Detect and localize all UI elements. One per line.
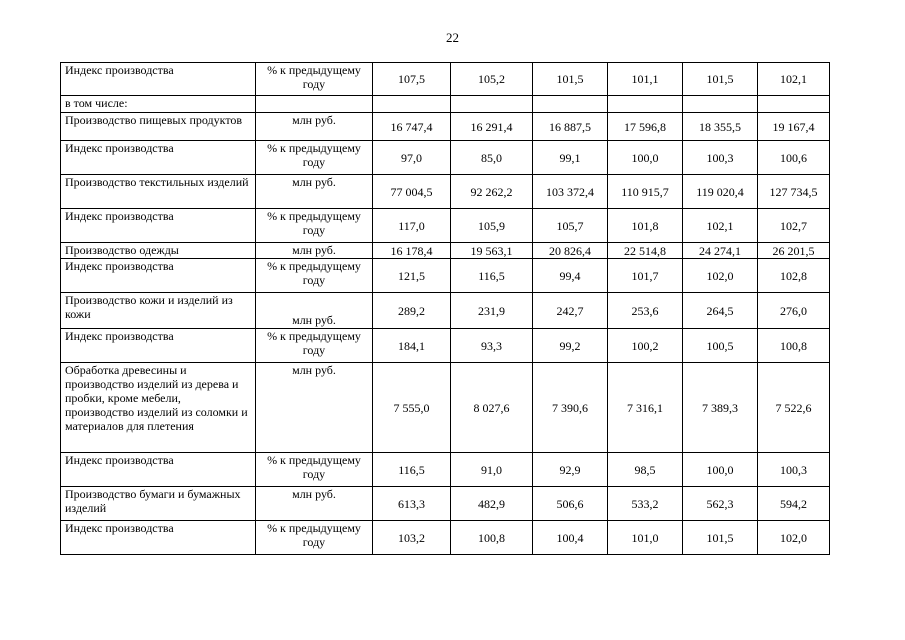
value-cell: 8 027,6 <box>451 363 533 453</box>
table-body <box>61 63 830 555</box>
value-cell: 7 522,6 <box>758 363 830 453</box>
row-indicator-name: Производство бумаги и бумажных изделий <box>61 487 256 521</box>
value-cell: 100,3 <box>758 453 830 487</box>
value-cell: 101,8 <box>608 209 683 243</box>
table-row <box>61 243 830 259</box>
table-row <box>61 293 830 329</box>
value-cell: 24 274,1 <box>683 243 758 259</box>
table-row <box>61 209 830 243</box>
value-cell: 103 372,4 <box>533 175 608 209</box>
value-cell: 98,5 <box>608 453 683 487</box>
row-unit: млн руб. <box>256 363 373 453</box>
value-cell: 264,5 <box>683 293 758 329</box>
value-cell: 16 178,4 <box>373 243 451 259</box>
table-row <box>61 113 830 141</box>
value-cell: 92 262,2 <box>451 175 533 209</box>
value-cell: 105,7 <box>533 209 608 243</box>
value-cell: 20 826,4 <box>533 243 608 259</box>
row-indicator-name: Индекс производства <box>61 453 256 487</box>
value-cell: 110 915,7 <box>608 175 683 209</box>
value-cell: 7 389,3 <box>683 363 758 453</box>
value-cell: 7 316,1 <box>608 363 683 453</box>
value-cell: 100,0 <box>683 453 758 487</box>
value-cell: 231,9 <box>451 293 533 329</box>
value-cell: 85,0 <box>451 141 533 175</box>
value-cell: 100,3 <box>683 141 758 175</box>
value-cell: 97,0 <box>373 141 451 175</box>
value-cell: 562,3 <box>683 487 758 521</box>
value-cell: 506,6 <box>533 487 608 521</box>
table-row <box>61 363 830 453</box>
value-cell: 107,5 <box>373 63 451 96</box>
statistics-table <box>60 62 830 555</box>
table-row <box>61 487 830 521</box>
value-cell: 100,2 <box>608 329 683 363</box>
table-row <box>61 259 830 293</box>
row-unit: % к предыдущему году <box>256 209 373 243</box>
value-cell: 594,2 <box>758 487 830 521</box>
value-cell: 184,1 <box>373 329 451 363</box>
value-cell: 101,7 <box>608 259 683 293</box>
value-cell: 242,7 <box>533 293 608 329</box>
value-cell: 26 201,5 <box>758 243 830 259</box>
value-cell: 533,2 <box>608 487 683 521</box>
table-row <box>61 521 830 555</box>
value-cell: 102,8 <box>758 259 830 293</box>
row-indicator-name: Индекс производства <box>61 141 256 175</box>
value-cell: 102,0 <box>758 521 830 555</box>
row-indicator-name: Индекс производства <box>61 63 256 96</box>
value-cell <box>533 96 608 113</box>
value-cell: 102,1 <box>758 63 830 96</box>
value-cell: 103,2 <box>373 521 451 555</box>
row-unit <box>256 96 373 113</box>
value-cell: 18 355,5 <box>683 113 758 141</box>
row-unit: % к предыдущему году <box>256 141 373 175</box>
row-indicator-name: Производство пищевых продуктов <box>61 113 256 141</box>
row-indicator-name: Индекс производства <box>61 521 256 555</box>
value-cell: 100,8 <box>451 521 533 555</box>
table-row <box>61 96 830 113</box>
value-cell: 92,9 <box>533 453 608 487</box>
value-cell: 93,3 <box>451 329 533 363</box>
row-indicator-name: Индекс производства <box>61 209 256 243</box>
value-cell <box>608 96 683 113</box>
value-cell: 613,3 <box>373 487 451 521</box>
value-cell: 101,5 <box>533 63 608 96</box>
value-cell: 99,2 <box>533 329 608 363</box>
row-unit: % к предыдущему году <box>256 521 373 555</box>
table-row <box>61 453 830 487</box>
row-unit: % к предыдущему году <box>256 259 373 293</box>
value-cell: 102,0 <box>683 259 758 293</box>
value-cell: 99,4 <box>533 259 608 293</box>
row-unit: млн руб. <box>256 487 373 521</box>
value-cell: 100,5 <box>683 329 758 363</box>
row-indicator-name: Производство кожи и изделий из кожи <box>61 293 256 329</box>
value-cell: 100,4 <box>533 521 608 555</box>
value-cell: 77 004,5 <box>373 175 451 209</box>
value-cell: 100,8 <box>758 329 830 363</box>
row-indicator-name: в том числе: <box>61 96 256 113</box>
row-unit: млн руб. <box>256 293 373 329</box>
value-cell: 19 563,1 <box>451 243 533 259</box>
row-unit: млн руб. <box>256 175 373 209</box>
value-cell: 7 555,0 <box>373 363 451 453</box>
value-cell <box>373 96 451 113</box>
row-unit: % к предыдущему году <box>256 63 373 96</box>
row-indicator-name: Обработка древесины и производство изделий из дерева и пробки, кроме мебели, производство изделий из соломки и материалов для плетения <box>61 363 256 453</box>
value-cell <box>758 96 830 113</box>
value-cell: 127 734,5 <box>758 175 830 209</box>
value-cell: 253,6 <box>608 293 683 329</box>
page-number: 22 <box>446 30 459 45</box>
value-cell: 121,5 <box>373 259 451 293</box>
row-indicator-name: Индекс производства <box>61 259 256 293</box>
value-cell: 22 514,8 <box>608 243 683 259</box>
value-cell: 17 596,8 <box>608 113 683 141</box>
value-cell: 16 291,4 <box>451 113 533 141</box>
table-row <box>61 141 830 175</box>
row-indicator-name: Производство одежды <box>61 243 256 259</box>
value-cell: 105,9 <box>451 209 533 243</box>
value-cell: 102,1 <box>683 209 758 243</box>
value-cell: 100,0 <box>608 141 683 175</box>
row-unit: млн руб. <box>256 113 373 141</box>
row-unit: % к предыдущему году <box>256 329 373 363</box>
table-row <box>61 329 830 363</box>
value-cell: 100,6 <box>758 141 830 175</box>
value-cell <box>451 96 533 113</box>
value-cell: 105,2 <box>451 63 533 96</box>
value-cell: 16 887,5 <box>533 113 608 141</box>
row-unit: % к предыдущему году <box>256 453 373 487</box>
value-cell: 101,5 <box>683 521 758 555</box>
value-cell: 16 747,4 <box>373 113 451 141</box>
value-cell: 119 020,4 <box>683 175 758 209</box>
row-indicator-name: Производство текстильных изделий <box>61 175 256 209</box>
value-cell: 19 167,4 <box>758 113 830 141</box>
row-indicator-name: Индекс производства <box>61 329 256 363</box>
value-cell: 91,0 <box>451 453 533 487</box>
value-cell: 116,5 <box>373 453 451 487</box>
value-cell: 102,7 <box>758 209 830 243</box>
value-cell <box>683 96 758 113</box>
value-cell: 101,1 <box>608 63 683 96</box>
value-cell: 116,5 <box>451 259 533 293</box>
value-cell: 482,9 <box>451 487 533 521</box>
value-cell: 7 390,6 <box>533 363 608 453</box>
value-cell: 289,2 <box>373 293 451 329</box>
value-cell: 99,1 <box>533 141 608 175</box>
table-row <box>61 63 830 96</box>
table-row <box>61 175 830 209</box>
value-cell: 276,0 <box>758 293 830 329</box>
value-cell: 101,0 <box>608 521 683 555</box>
value-cell: 101,5 <box>683 63 758 96</box>
row-unit: млн руб. <box>256 243 373 259</box>
value-cell: 117,0 <box>373 209 451 243</box>
